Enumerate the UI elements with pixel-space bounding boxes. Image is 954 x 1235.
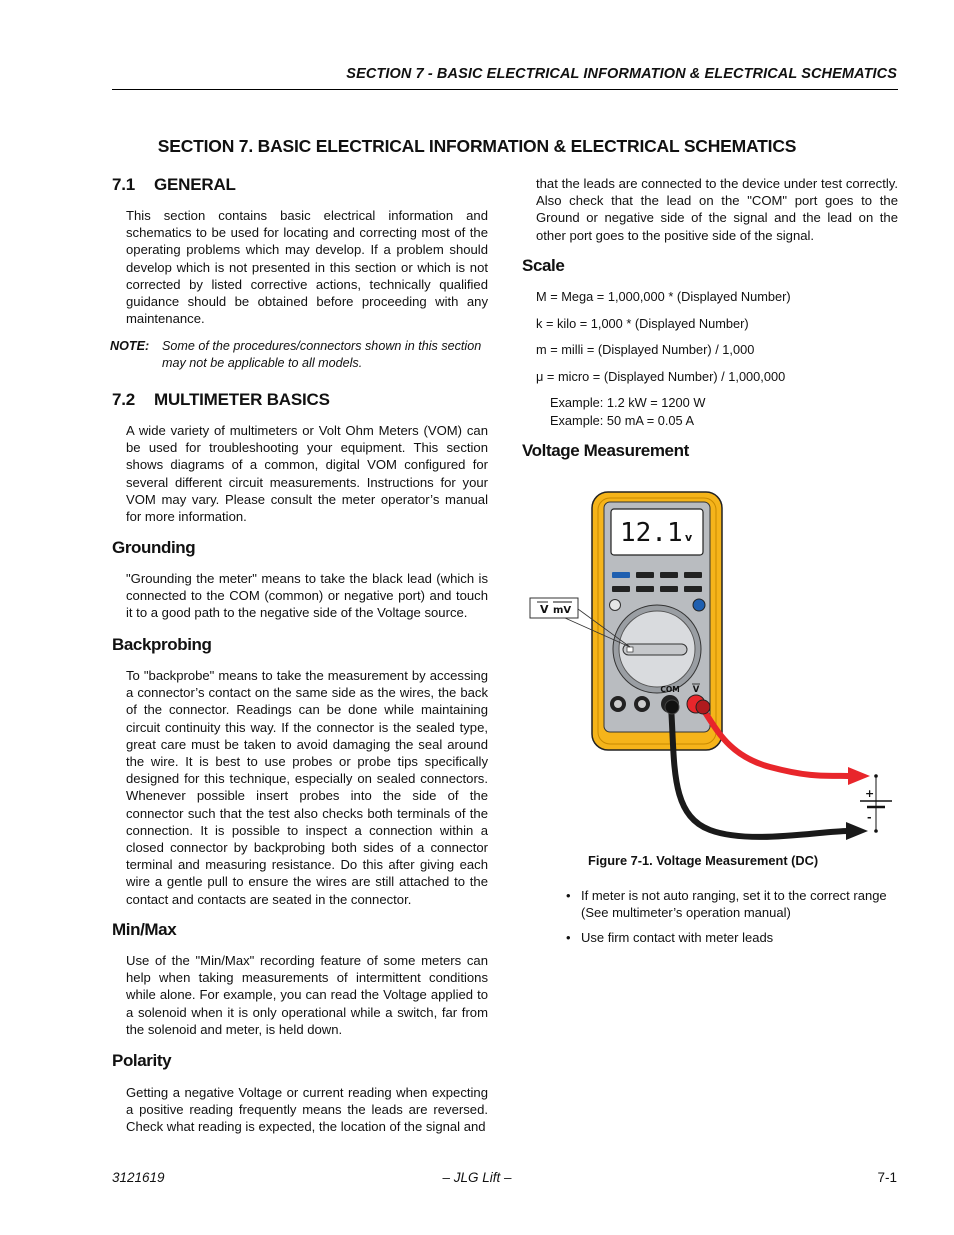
callout-v: V: [540, 603, 549, 616]
note-text: Some of the procedures/connectors shown in this section may not be applicable to all models.: [162, 339, 482, 370]
heading-grounding: Grounding: [112, 538, 196, 557]
dial-indicator: [627, 647, 633, 652]
display-unit: v: [685, 531, 693, 544]
function-key: [636, 572, 654, 578]
bullet-text: Use firm contact with meter leads: [581, 930, 774, 945]
bullet-item: [566, 887, 898, 921]
port-a-pin: [614, 700, 622, 708]
backprobing-body: To "backprobe" means to take the measurement by accessing a connector’s contact on the same side as the wires, the back of the connector. Readings can be done while maintaining circuit continuity this way. If the connector is the sealed type, great care must be taken to avoid damaging the seal around the wire. It is best to use probes or probe tips specifically designed for this technique, especially on sealed connectors. Whenever possible insert probes into the side of the connector such that the test also checks both terminals of the connection. It is possible to inspect a connection within a closed connector by backprobing both sides of a connector terminal and measuring resistance. Do this after giving each wire a gentle pull to ensure the wires are still attached to the contact and contacts are seated in the connector.: [126, 668, 488, 907]
section-title: MULTIMETER BASICS: [154, 390, 330, 409]
footer-page-number: 7-1: [877, 1170, 897, 1185]
bullet-text: If meter is not auto ranging, set it to the correct range (See multimeter’s operation manual): [581, 888, 887, 920]
blue-key: [612, 572, 630, 578]
port-ma-pin: [638, 700, 646, 708]
figure-caption: Figure 7-1. Voltage Measurement (DC): [588, 853, 819, 868]
function-key: [684, 586, 702, 592]
port-label-com: COM: [660, 685, 680, 694]
callout-mv: mV: [553, 605, 572, 616]
scale-example-2: Example: 50 mA = 0.05 A: [550, 413, 695, 428]
heading-scale: Scale: [522, 256, 565, 275]
general-body: This section contains basic electrical information and schematics to be used for locating and correcting most of the operating problems which may develop. If a problem should develop which is not presented in this section or which is not corrected by listed corrective actions, technically qualified guidance should be obtained before proceeding with any maintenance.: [126, 208, 488, 327]
header-rule: [112, 89, 898, 90]
minmax-body: Use of the "Min/Max" recording feature of some meters can help when taking measurements of intermittent conditions while alone. For example, you can read the Voltage applied to a solenoid when it is only operational while a switch, far from the solenoid and meter, is held down.: [126, 953, 488, 1037]
scale-line-mega: M = Mega = 1,000,000 * (Displayed Number): [536, 289, 791, 304]
side-button-blue: [693, 599, 705, 611]
battery-minus: -: [867, 811, 872, 824]
scale-line-micro: μ = micro = (Displayed Number) / 1,000,000: [536, 369, 786, 384]
footer-brand: – JLG Lift –: [442, 1170, 512, 1185]
battery-node-minus: [874, 829, 878, 833]
polarity-body-left: Getting a negative Voltage or current reading when expecting a positive reading frequently means the leads are reversed. Check what reading is expected, the location of the signal and: [126, 1085, 488, 1135]
black-lead-arrow: [846, 822, 868, 840]
bullet-dot: •: [566, 888, 571, 903]
section-title: GENERAL: [154, 175, 236, 194]
section-number: 7.2: [112, 390, 136, 409]
function-key: [612, 586, 630, 592]
function-key: [660, 572, 678, 578]
battery-plus: +: [865, 787, 875, 800]
section-heading-multimeter: [112, 390, 330, 410]
function-key: [684, 572, 702, 578]
scale-example-1: Example: 1.2 kW = 1200 W: [550, 395, 706, 410]
multimeter-body: A wide variety of multimeters or Volt Ohm Meters (VOM) can be used for troubleshooting your equipment. This section shows diagrams of a common, digital VOM configured for several different circuit measurements. Instructions for your VOM may vary. Please consult the meter operator’s manual for more information.: [126, 423, 488, 525]
bullet-dot: •: [566, 930, 571, 945]
black-probe-plug: [665, 700, 679, 714]
footer-doc-number: 3121619: [112, 1170, 165, 1185]
scale-line-kilo: k = kilo = 1,000 * (Displayed Number): [536, 316, 749, 331]
scale-line-milli: m = milli = (Displayed Number) / 1,000: [536, 342, 755, 357]
display-value: 12.1: [620, 518, 683, 548]
side-button-left: [610, 600, 621, 611]
page-title: SECTION 7. BASIC ELECTRICAL INFORMATION & ELECTRICAL SCHEMATICS: [157, 136, 797, 156]
heading-minmax: Min/Max: [112, 920, 177, 939]
port-label-v: V: [692, 685, 700, 695]
note-block: [110, 338, 488, 372]
red-lead-arrow: [848, 767, 870, 785]
running-header: SECTION 7 - BASIC ELECTRICAL INFORMATION & ELECTRICAL SCHEMATICS: [346, 66, 897, 82]
section-number: 7.1: [112, 175, 136, 194]
battery-node-plus: [874, 774, 878, 778]
function-key: [660, 586, 678, 592]
note-label: NOTE:: [110, 339, 150, 353]
heading-backprobing: Backprobing: [112, 635, 212, 654]
grounding-body: "Grounding the meter" means to take the black lead (which is connected to the COM (common) or negative port) and touch it to a good path to the negative side of the Voltage source.: [126, 571, 488, 621]
section-heading-general: [112, 175, 236, 195]
heading-polarity: Polarity: [112, 1051, 172, 1070]
polarity-body-right: that the leads are connected to the device under test correctly. Also check that the lead on the "COM" port goes to the Ground or negative side of the signal and the lead on the other port goes to the positive side of the signal.: [536, 176, 898, 243]
bullet-item: [566, 929, 898, 946]
heading-voltage-measurement: Voltage Measurement: [522, 441, 689, 460]
function-key: [636, 586, 654, 592]
red-probe-plug: [696, 700, 710, 714]
multimeter-figure: [520, 485, 900, 855]
